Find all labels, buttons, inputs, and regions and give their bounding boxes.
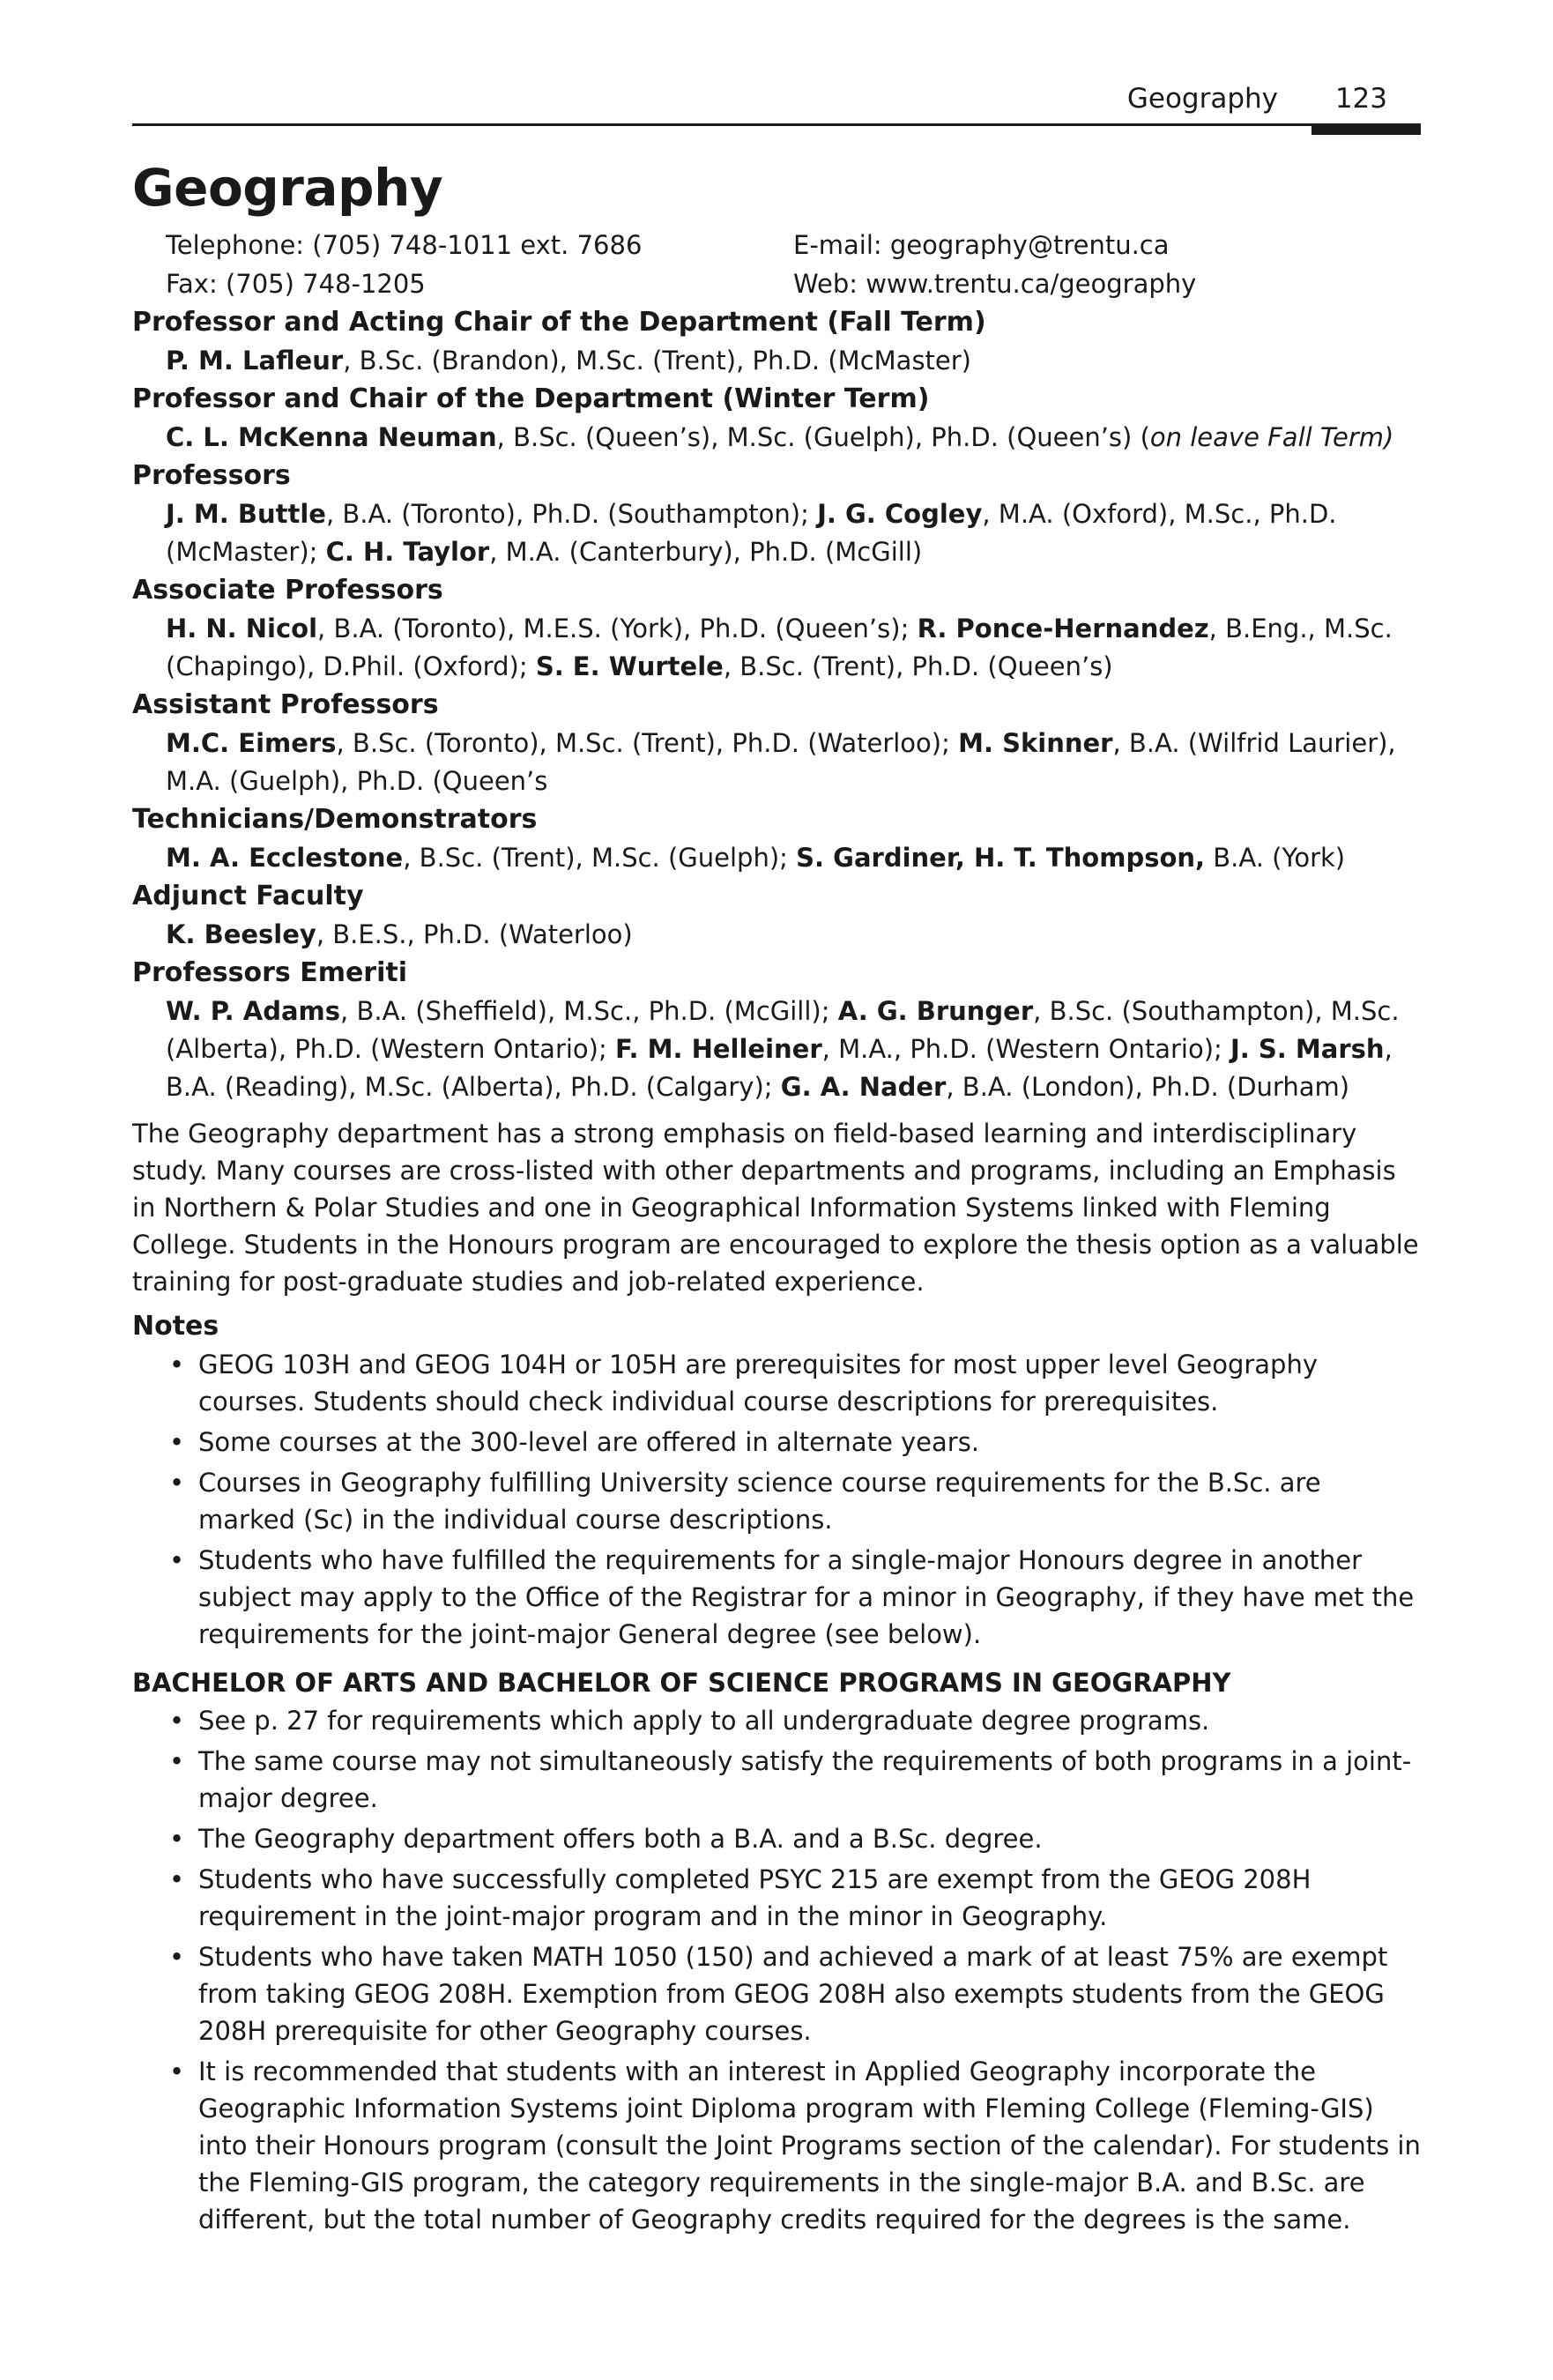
email: E-mail: geography@trentu.ca (793, 230, 1170, 260)
faculty-name: C. L. McKenna Neuman (166, 422, 497, 452)
faculty-credentials: , B.Sc. (Toronto), M.Sc. (Trent), Ph.D. (Waterloo); (336, 728, 959, 758)
faculty-credentials: , B.Eng., M.Sc. (Chapingo), D.Phil. (Oxford); (166, 614, 1393, 681)
list-item: • Courses in Geography fulfilling University science course requirements for the B.Sc. are marked (Sc) in the individual course descriptions. (132, 1464, 1421, 1538)
faculty-credentials: , B.Sc. (Brandon), M.Sc. (Trent), Ph.D. (McMaster) (343, 346, 971, 376)
page-title: Geography (132, 158, 443, 218)
leave-note: on leave Fall Term) (1149, 422, 1394, 452)
professors-emeriti-heading: Professors Emeriti (132, 957, 408, 988)
faculty-name: M.C. Eimers (166, 728, 337, 758)
faculty-name: S. E. Wurtele (535, 651, 724, 681)
list-item: • It is recommended that students with an interest in Applied Geography incorporate the Geographic Information Systems joint Diploma program with Fleming College (Fleming-GIS) into their Honours program (consult the Joint Programs section of the calendar). For students in the Fleming-GIS program, the category requirements in the single-major B.A. and B.Sc. are different, but the total number of Geography credits required for the degrees is the same. (132, 2053, 1421, 2238)
chair-heading: Professor and Chair of the Department (Winter Term) (132, 383, 930, 414)
running-head (132, 78, 1421, 126)
list-item: • Some courses at the 300-level are offered in alternate years. (132, 1424, 1421, 1461)
page-number: 123 (1334, 83, 1387, 115)
adjunct-faculty-heading: Adjunct Faculty (132, 881, 364, 911)
faculty-name: R. Ponce-Hernandez (917, 614, 1209, 643)
professors-list (132, 495, 1421, 571)
faculty-credentials: , B.A. (London), Ph.D. (Durham) (946, 1072, 1350, 1102)
faculty-credentials: , B.E.S., Ph.D. (Waterloo) (316, 919, 633, 949)
faculty-name: S. Gardiner, H. T. Thompson, (796, 843, 1206, 873)
fax: Fax: (705) 748-1205 (166, 269, 426, 299)
faculty-credentials: , B.A. (Toronto), M.E.S. (York), Ph.D. (Queen’s); (317, 614, 918, 643)
list-item: • See p. 27 for requirements which apply to all undergraduate degree programs. (132, 1702, 1421, 1739)
faculty-name: M. A. Ecclestone (166, 843, 404, 873)
department-intro-paragraph: The Geography department has a strong emphasis on field-based learning and interdisciplinary study. Many courses are cross-listed with other departments and programs, including an Emphasis in Northern & Polar Studies and one in Geographical Information Systems linked with Fleming College. Students in the Honours program are encouraged to explore the thesis option as a valuable training for post-graduate studies and job-related experience. (132, 1119, 1419, 1297)
faculty-name: A. G. Brunger (837, 996, 1034, 1026)
list-item: • Students who have taken MATH 1050 (150) and achieved a mark of at least 75% are exempt from taking GEOG 208H. Exemption from GEOG 208H also exempts students from the GEOG 208H prerequisite for other Geography courses. (132, 1938, 1421, 2049)
faculty-credentials: , B.A. (Reading), M.Sc. (Alberta), Ph.D. (Calgary); (166, 1034, 1393, 1102)
faculty-name: M. Skinner (958, 728, 1113, 758)
acting-chair-list (132, 342, 1421, 380)
notes-list (132, 1346, 1421, 1653)
chair-list (132, 419, 1421, 457)
faculty-name: K. Beesley (166, 919, 316, 949)
acting-chair-heading: Professor and Acting Chair of the Department (Fall Term) (132, 307, 986, 338)
faculty-name: J. M. Buttle (166, 499, 326, 529)
web: Web: www.trentu.ca/geography (793, 269, 1197, 299)
faculty-name: G. A. Nader (780, 1072, 947, 1102)
telephone: Telephone: (705) 748-1011 ext. 7686 (166, 230, 643, 260)
contact-block (132, 226, 1421, 303)
assistant-professors-heading: Assistant Professors (132, 689, 439, 720)
faculty-credentials: , B.Sc. (Trent), M.Sc. (Guelph); (403, 843, 797, 873)
programs-heading: BACHELOR OF ARTS AND BACHELOR OF SCIENCE PROGRAMS IN GEOGRAPHY (132, 1668, 1231, 1698)
faculty-credentials: , M.A. (Oxford), M.Sc., Ph.D. (McMaster); (166, 499, 1337, 567)
programs-list (132, 1702, 1421, 2238)
faculty-credentials: , B.Sc. (Trent), Ph.D. (Queen’s) (723, 651, 1113, 681)
list-item: • The Geography department offers both a B.A. and a B.Sc. degree. (132, 1820, 1421, 1857)
adjunct-faculty-list (132, 916, 1421, 954)
faculty-credentials: , B.Sc. (Southampton), M.Sc. (Alberta), Ph.D. (Western Ontario); (166, 996, 1400, 1064)
faculty-name: F. M. Helleiner (614, 1034, 822, 1064)
technicians-list (132, 839, 1421, 877)
faculty-credentials: , B.A. (Sheffield), M.Sc., Ph.D. (McGill); (340, 996, 838, 1026)
faculty-name: J. G. Cogley (817, 499, 983, 529)
list-item: • Students who have successfully completed PSYC 215 are exempt from the GEOG 208H requirement in the joint-major program and in the minor in Geography. (132, 1861, 1421, 1935)
assistant-professors-list (132, 725, 1421, 800)
faculty-name: C. H. Taylor (325, 537, 490, 567)
faculty-credentials: , B.A. (Toronto), Ph.D. (Southampton); (325, 499, 818, 529)
faculty-credentials: , M.A. (Canterbury), Ph.D. (McGill) (489, 537, 923, 567)
professors-emeriti-list (132, 993, 1421, 1106)
faculty-name: P. M. Lafleur (166, 346, 344, 376)
professors-heading: Professors (132, 460, 291, 491)
technicians-heading: Technicians/Demonstrators (132, 804, 538, 835)
page-content (132, 157, 1421, 2242)
running-head-section: Geography (1126, 83, 1278, 115)
faculty-name: J. S. Marsh (1230, 1034, 1385, 1064)
faculty-name: W. P. Adams (166, 996, 341, 1026)
thumb-tab-bar (1312, 124, 1421, 135)
faculty-credentials: , B.A. (Wilfrid Laurier), M.A. (Guelph), Ph.D. (Queen’s (166, 728, 1396, 796)
faculty-credentials: , B.Sc. (Queen’s), M.Sc. (Guelph), Ph.D. (Queen’s) ( (496, 422, 1150, 452)
faculty-credentials: , M.A., Ph.D. (Western Ontario); (821, 1034, 1231, 1064)
notes-heading: Notes (132, 1311, 219, 1342)
list-item: • The same course may not simultaneously satisfy the requirements of both programs in a joint-major degree. (132, 1743, 1421, 1817)
faculty-credentials: B.A. (York) (1205, 843, 1346, 873)
list-item: • GEOG 103H and GEOG 104H or 105H are prerequisites for most upper level Geography courses. Students should check individual course descriptions for prerequisites. (132, 1346, 1421, 1420)
associate-professors-list (132, 610, 1421, 686)
list-item: • Students who have fulfilled the requirements for a single-major Honours degree in another subject may apply to the Office of the Registrar for a minor in Geography, if they have met the requirements for the joint-major General degree (see below). (132, 1542, 1421, 1653)
associate-professors-heading: Associate Professors (132, 575, 443, 606)
faculty-name: H. N. Nicol (166, 614, 318, 643)
